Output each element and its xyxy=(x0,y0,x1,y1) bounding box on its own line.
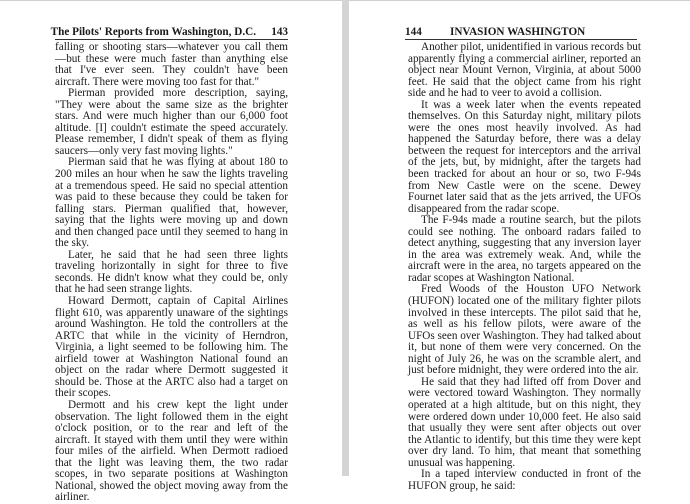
paragraph: Later, he said that he had seen three lights traveling horizontally in sight for three to five seconds. He didn't know what they could be, only that he had seen strange lights. xyxy=(55,248,288,296)
paragraph: Howard Dermott, captain of Capital Airlines flight 610, was apparently unaware of the sightings around Washington. He told the controllers at the ARTC that while in the vicinity of Herndron, Virginia, a light seemed to be following him. The airfield tower at Washington National found an object on the radar where Dermott suggested it should be. Those at the ARTC also had a target on their scopes. xyxy=(55,295,288,400)
header-title: INVASION WASHINGTON xyxy=(450,26,586,38)
paragraph: Another pilot, unidentified in various records but apparently flying a commercial airliner, reported an object near Mount Vernon, Virginia, at about 5000 feet. He said that the object came from his right side and he had to veer to avoid a collision. xyxy=(408,41,641,100)
page-number: 144 xyxy=(405,26,422,38)
paragraph: The F-94s made a routine search, but the pilots could see nothing. The onboard radars failed to detect anything, suggesting that any inversion layer in the area was extremely weak. And, while the aircraft were in the area, no targets appeared on the radar scopes at Washington National. xyxy=(408,214,641,284)
paragraph: He said that they had lifted off from Dover and were vectored toward Washington. They normally operated at a high altitude, but on this night, they were ordered down under 10,000 feet. He also said that usually they were sent after objects out over the Atlantic to identify, but this time they were kept over dry land. To him, that meant that something unusual was happening. xyxy=(408,375,641,469)
paragraph: Pierman said that he was flying at about 180 to 200 miles an hour when he saw the lights traveling at a tremendous speed. He said no special attention was paid to these because they could be taken for falling stars. Pierman qualified that, however, saying that the lights were moving up and down and then changed pace until they seemed to hang in the sky. xyxy=(55,156,288,250)
paragraph: Fred Woods of the Houston UFO Network (HUFON) located one of the military fighter pilots involved in these intercepts. The pilot said that he, as well as his fellow pilots, were aware of the UFOs seen over Washington. They had talked about it, but none of them were very concerned. On the night of July 26, he was on the scramble alert, and just before midnight, they were ordered into the air. xyxy=(408,283,641,377)
paragraph: falling or shooting stars—whatever you call them—but these were much faster than anything else that I've ever seen. They couldn't have been aircraft. There were moving too fast for that." xyxy=(55,41,288,88)
page-number: 143 xyxy=(271,26,288,38)
right-page xyxy=(349,0,690,492)
page-gutter xyxy=(342,0,349,476)
running-header xyxy=(405,26,637,40)
header-title: The Pilots' Reports from Washington, D.C. xyxy=(50,26,256,38)
left-page xyxy=(0,0,342,504)
running-header xyxy=(50,26,288,40)
paragraph: Pierman provided more description, saying, "They were about the same size as the brighter stars. And were much higher than our 6,000 foot altitude. [I] couldn't estimate the speed accurately. Please remember, I didn't speak of them as flying saucers—only very fast moving lights." xyxy=(55,87,288,157)
page-body xyxy=(408,42,641,492)
paragraph: It was a week later when the events repeated themselves. On this Saturday night, military pilots were the ones most heavily involved. As had happened the Saturday before, there was a delay between the request for interceptors and the arrival of the jets, but, by midnight, after the targets had been tracked for about an hour or so, two F-94s from New Castle were on the scene. Dewey Fournet later said that as the jets arrived, the UFOs disappeared from the radar scope. xyxy=(408,98,641,215)
paragraph: In a taped interview conducted in front of the HUFON group, he said: xyxy=(408,468,641,492)
page-body xyxy=(55,42,288,504)
paragraph: Dermott and his crew kept the light under observation. The light followed them in the eight o'clock position, or to the rear and left of the aircraft. It stayed with them until they were within four miles of the airfield. When Dermott radioed that the light was leaving them, the two radar scopes, in two separate positions at Washington National, showed the object moving away from the airliner. xyxy=(55,398,288,504)
